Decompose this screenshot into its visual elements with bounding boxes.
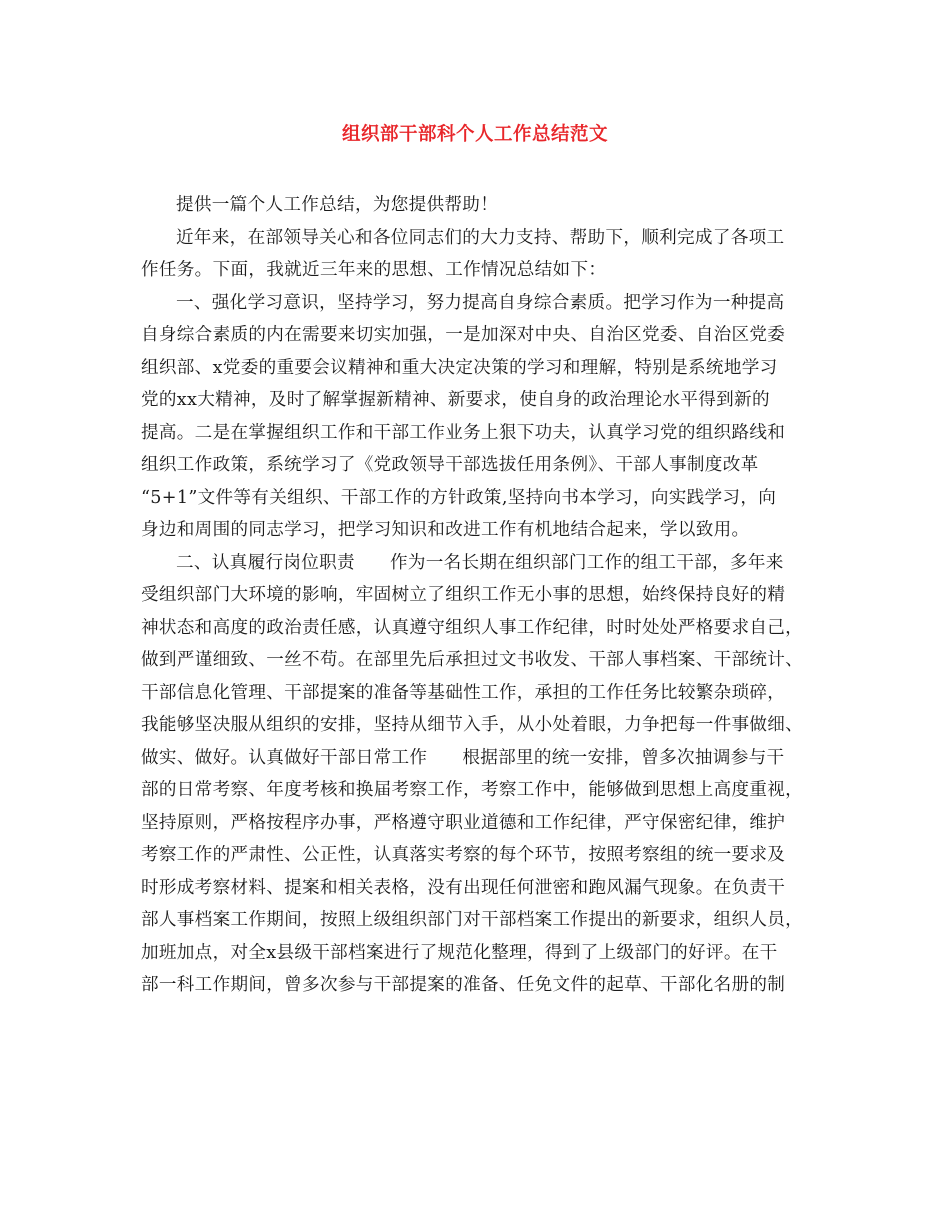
body-line	[141, 449, 831, 482]
body-line	[141, 872, 831, 905]
body-line-text: 受组织部门大环境的影响，牢固树立了组织工作无小事的思想，始终保持良好的精	[141, 585, 786, 605]
body-line	[141, 774, 831, 807]
body-line	[141, 319, 831, 352]
body-line	[141, 969, 831, 1002]
body-line	[141, 352, 831, 385]
body-line	[141, 189, 831, 222]
body-line-text: 部人事档案工作期间，按照上级组织部门对干部档案工作提出的新要求，组织人员，	[141, 910, 804, 930]
body-line-text: 一、强化学习意识，坚持学习，努力提高自身综合素质。把学习作为一种提高	[176, 292, 785, 313]
body-line	[141, 254, 831, 287]
document-title: 组织部干部科个人工作总结范文	[341, 124, 608, 145]
body-line	[141, 677, 831, 710]
body-line-text-continued: 作为一名长期在组织部门工作的组工干部，多年来	[389, 552, 784, 573]
body-line-text: 做到严谨细致、一丝不苟。在部里先后承担过文书收发、干部人事档案、干部统计、	[141, 650, 804, 670]
body-line-text-continued: 根据部里的统一安排，曾多次抽调参与干	[462, 747, 785, 768]
document-body	[141, 189, 831, 1002]
body-line	[141, 742, 831, 775]
body-line	[141, 514, 831, 547]
body-line-text: 神状态和高度的政治责任感，认真遵守组织人事工作纪律，时时处处严格要求自己，	[141, 617, 804, 638]
body-line-text: 考察工作的严肃性、公正性，认真落实考察的每个环节，按照考察组的统一要求及	[141, 845, 786, 865]
body-line	[141, 937, 831, 970]
body-line-text: 提高。二是在掌握组织工作和干部工作业务上狠下功夫，认真学习党的组织路线和	[141, 422, 786, 443]
body-line-text: 提供一篇个人工作总结，为您提供帮助！	[176, 195, 499, 215]
body-line	[141, 839, 831, 872]
body-line-text: 组织部、x党委的重要会议精神和重大决定决策的学习和理解，特别是系统地学习	[141, 357, 778, 378]
body-line	[141, 547, 831, 580]
body-line-text: 党的xx大精神，及时了解掌握新精神、新要求，使自身的政治理论水平得到新的	[141, 390, 770, 410]
body-line	[141, 384, 831, 417]
body-line-text: 时形成考察材料、提案和相关表格，没有出现任何泄密和跑风漏气现象。在负责干	[141, 877, 786, 898]
body-line-text: 近年来，在部领导关心和各位同志们的大力支持、帮助下，顺利完成了各项工	[176, 227, 785, 248]
body-line-text: 我能够坚决服从组织的安排，坚持从细节入手，从小处着眼，力争把每一件事做细、	[141, 715, 804, 735]
body-line	[141, 904, 831, 937]
body-line-text: 坚持原则，严格按程序办事，严格遵守职业道德和工作纪律，严守保密纪律，维护	[141, 812, 786, 833]
body-line	[141, 287, 831, 320]
body-line-text: 部的日常考察、年度考核和换届考察工作，考察工作中，能够做到思想上高度重视，	[141, 780, 804, 800]
body-line	[141, 709, 831, 742]
body-line-text: 二、认真履行岗位职责	[176, 552, 355, 573]
body-line-text: 加班加点，对全x县级干部档案进行了规范化整理，得到了上级部门的好评。在干	[141, 942, 778, 963]
body-line-text: 干部信息化管理、干部提案的准备等基础性工作，承担的工作任务比较繁杂琐碎，	[141, 682, 786, 703]
body-line-text: 做实、做好。认真做好干部日常工作	[141, 747, 428, 768]
body-line	[141, 222, 831, 255]
body-line-text: 组织工作政策，系统学习了《党政领导干部选拔任用条例》、干部人事制度改革	[141, 455, 759, 475]
body-line-text: 作任务。下面，我就近三年来的思想、工作情况总结如下：	[141, 260, 607, 280]
body-line	[141, 807, 831, 840]
body-line-text: 自身综合素质的内在需要来切实加强，一是加深对中央、自治区党委、自治区党委	[141, 325, 786, 345]
body-line	[141, 579, 831, 612]
body-line-text: 部一科工作期间，曾多次参与干部提案的准备、任免文件的起草、干部化名册的制	[141, 975, 786, 995]
body-line	[141, 644, 831, 677]
body-line	[141, 417, 831, 450]
body-line-text: “5+1”文件等有关组织、干部工作的方针政策,坚持向书本学习，向实践学习，向	[141, 487, 777, 508]
body-line	[141, 482, 831, 515]
body-line-text: 身边和周围的同志学习，把学习知识和改进工作有机地结合起来，学以致用。	[141, 520, 750, 540]
body-line	[141, 612, 831, 645]
